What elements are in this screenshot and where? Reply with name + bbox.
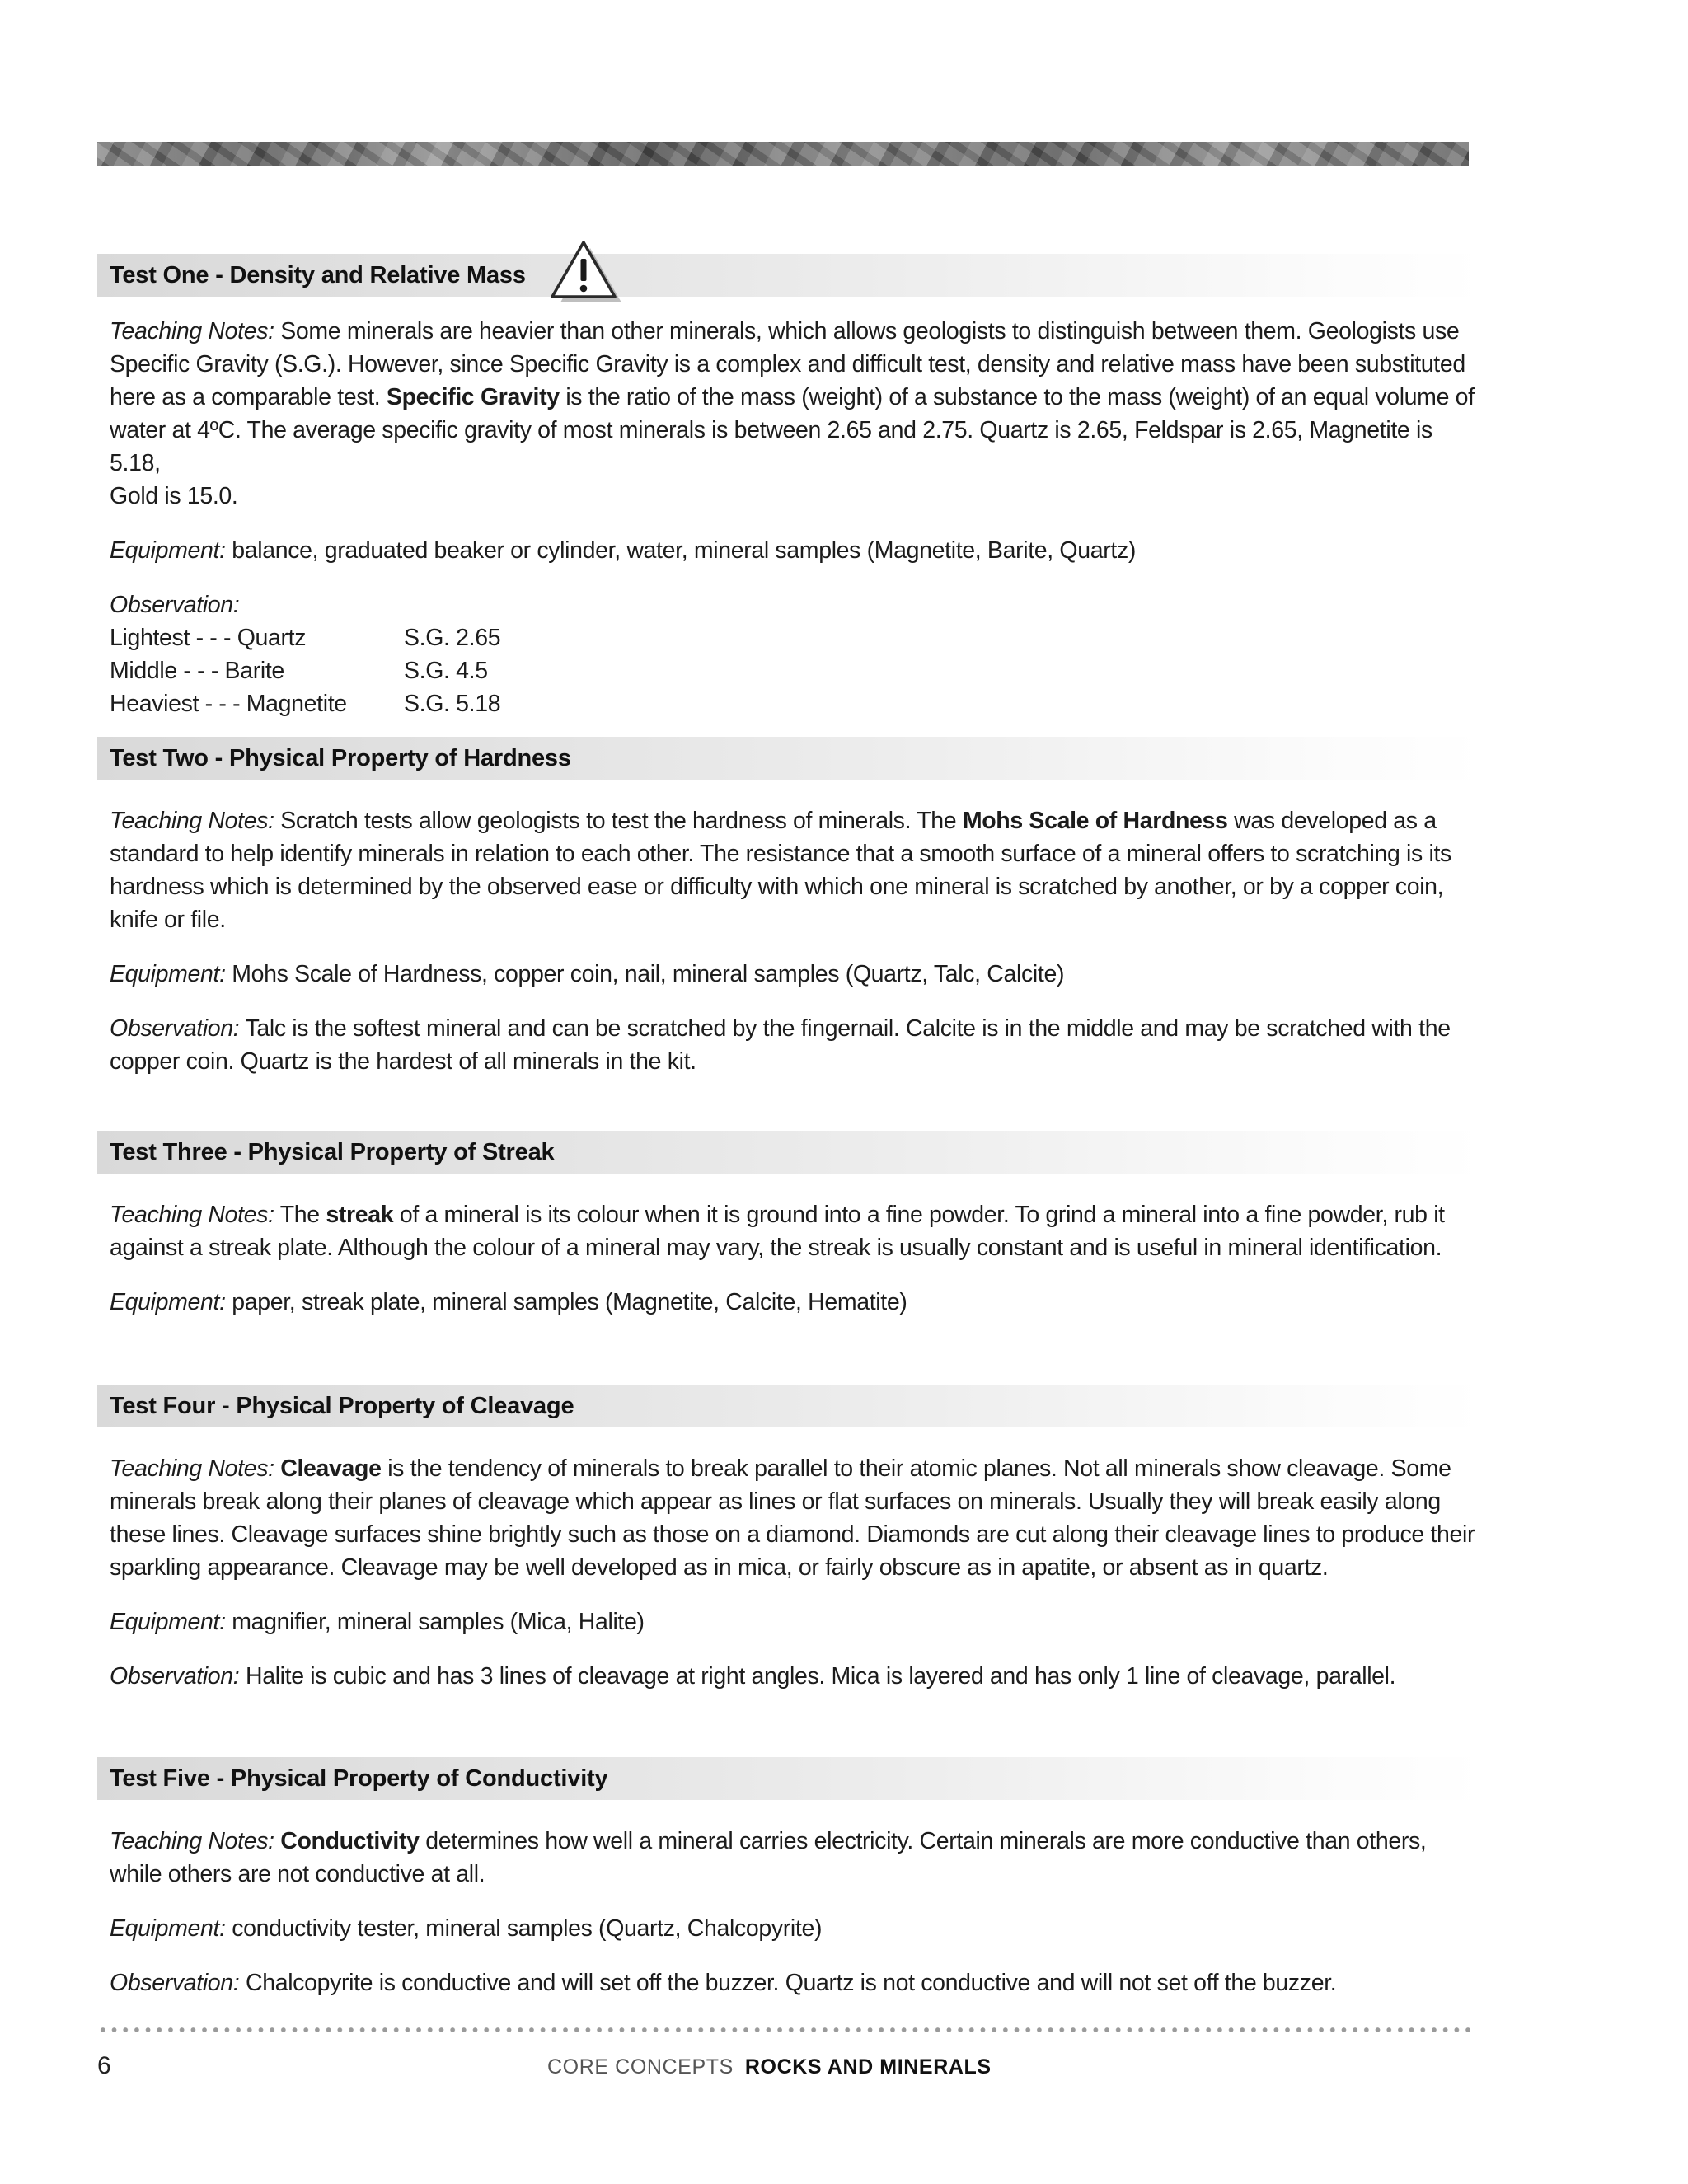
page-number: 6 (97, 2052, 111, 2079)
mineral-name: Middle - - - Barite (110, 658, 284, 684)
section-test-two (97, 737, 1482, 1078)
teaching-notes (110, 804, 1482, 936)
teaching-notes-text: of a mineral is its colour when it is ground into a fine powder. To grind a mineral into a fine powder, rub it against a streak plate. Although the colour of a mineral may vary, the streak is usually constant and is useful in mineral identification. (110, 1202, 1445, 1261)
section-test-one (97, 254, 1482, 720)
observation-text: Talc is the softest mineral and can be scratched by the fingernail. Calcite is in the middle and may be scratched with the copper coin. Quartz is the hardest of all minerals in the kit. (110, 1015, 1451, 1075)
equipment (110, 534, 1482, 567)
section-heading-bar (97, 1131, 1482, 1174)
section-title: Test One - Density and Relative Mass (110, 261, 526, 288)
equipment-label: Equipment: (110, 537, 226, 564)
teaching-notes-label: Teaching Notes: (110, 1828, 274, 1854)
section-title: Test Five - Physical Property of Conductivity (110, 1765, 608, 1792)
section-test-three (97, 1131, 1482, 1319)
section-title: Test Four - Physical Property of Cleavage (110, 1392, 574, 1419)
mineral-name: Lightest - - - Quartz (110, 625, 307, 651)
observation-row (110, 621, 1482, 654)
equipment-label: Equipment: (110, 1609, 226, 1635)
equipment-text: balance, graduated beaker or cylinder, water, mineral samples (Magnetite, Barite, Quartz) (225, 537, 1136, 564)
teaching-notes-text: The (274, 1202, 326, 1228)
key-term: streak (326, 1202, 394, 1228)
teaching-notes-text: Some minerals are heavier than other minerals, which allows geologists to distinguish between them. Geologists use Specific Gravity (S.G.). However, since Specific Gravity is a complex and difficult test, density and relative mass have been substituted here as a comparable test. (110, 318, 1465, 410)
teaching-notes-label: Teaching Notes: (110, 808, 274, 834)
teaching-notes-label: Teaching Notes: (110, 1455, 274, 1482)
teaching-notes (110, 1452, 1482, 1584)
section-heading-bar (97, 254, 1482, 297)
observation (110, 1660, 1482, 1693)
specific-gravity-value: S.G. 5.18 (404, 691, 501, 717)
equipment-label: Equipment: (110, 1915, 226, 1942)
teaching-notes-text: is the ratio of the mass (weight) of a substance to the mass (weight) of an equal volume of water at 4ºC. The average specific gravity of most minerals is between 2.65 and 2.75. Quartz is 2.65, Feldspar is 2.65, Magnetite is 5.18, (110, 384, 1475, 476)
observation-label: Observation: (110, 1663, 240, 1690)
teaching-notes (110, 1198, 1482, 1264)
observation-row (110, 687, 1482, 720)
equipment-text: Mohs Scale of Hardness, copper coin, nail, mineral samples (Quartz, Talc, Calcite) (225, 961, 1065, 987)
key-term: Cleavage (280, 1455, 382, 1482)
equipment (110, 1605, 1482, 1638)
teaching-notes-text: was developed as a standard to help identify minerals in relation to each other. The resistance that a smooth surface of a mineral offers to scratching is its hardness which is determined by the observed ease or difficulty with which one mineral is scratched by another, or by a copper coin, knife or file. (110, 808, 1451, 933)
teaching-notes-text: Scratch tests allow geologists to test the hardness of minerals. The (274, 808, 963, 834)
teaching-notes (110, 315, 1482, 480)
specific-gravity-value: S.G. 2.65 (404, 625, 501, 651)
section-heading-bar (97, 737, 1482, 780)
section-test-five (97, 1757, 1482, 1999)
equipment (110, 1912, 1482, 1945)
teaching-notes-label: Teaching Notes: (110, 1202, 274, 1228)
teaching-notes-continued: Gold is 15.0. (110, 483, 238, 509)
teaching-notes-text: is the tendency of minerals to break parallel to their atomic planes. Not all minerals show cleavage. Some minerals break along their planes of cleavage which appear as lines or flat surfaces on minerals. Usually they will break easily along these lines. Cleavage surfaces shine brightly such as those on a diamond. Diamonds are cut along their cleavage lines to produce their sparkling appearance. Cleavage may be well developed as in mica, or fairly obscure as in apatite, or absent as in quartz. (110, 1455, 1475, 1581)
equipment (110, 958, 1482, 991)
equipment-label: Equipment: (110, 1289, 226, 1315)
observation (110, 1012, 1482, 1078)
observation (110, 1966, 1482, 1999)
mineral-name: Heaviest - - - Magnetite (110, 691, 347, 717)
warning-triangle-icon (549, 237, 623, 307)
section-title: Test Three - Physical Property of Streak (110, 1138, 555, 1165)
section-heading-bar (97, 1385, 1482, 1427)
observation-label: Observation: (110, 592, 240, 618)
header-stone-banner (97, 142, 1469, 166)
equipment-label: Equipment: (110, 961, 226, 987)
footer-dotted-divider (97, 2027, 1470, 2032)
equipment-text: paper, streak plate, mineral samples (Magnetite, Calcite, Hematite) (225, 1289, 907, 1315)
specific-gravity-value: S.G. 4.5 (404, 658, 488, 684)
footer-topic: ROCKS AND MINERALS (744, 2055, 992, 2079)
footer-running-title (547, 2055, 992, 2079)
equipment-text: conductivity tester, mineral samples (Quartz, Chalcopyrite) (225, 1915, 823, 1942)
teaching-notes-text: determines how well a mineral carries electricity. Certain minerals are more conductive than others, while others are not conductive at all. (110, 1828, 1427, 1887)
observation-text: Halite is cubic and has 3 lines of cleavage at right angles. Mica is layered and has only 1 line of cleavage, parallel. (239, 1663, 1396, 1690)
section-test-four (97, 1385, 1482, 1693)
teaching-notes-label: Teaching Notes: (110, 318, 274, 344)
section-heading-bar (97, 1757, 1482, 1800)
footer-series: CORE CONCEPTS (547, 2055, 734, 2079)
key-term: Specific Gravity (386, 384, 560, 410)
equipment (110, 1286, 1482, 1319)
teaching-notes (110, 1825, 1482, 1891)
observation-text: Chalcopyrite is conductive and will set off the buzzer. Quartz is not conductive and will not set off the buzzer. (239, 1970, 1337, 1996)
equipment-text: magnifier, mineral samples (Mica, Halite) (225, 1609, 645, 1635)
observation-label: Observation: (110, 1970, 240, 1996)
section-title: Test Two - Physical Property of Hardness (110, 744, 571, 771)
observation-row (110, 654, 1482, 687)
key-term: Mohs Scale of Hardness (962, 808, 1228, 834)
observation-label: Observation: (110, 1015, 240, 1042)
key-term: Conductivity (280, 1828, 420, 1854)
